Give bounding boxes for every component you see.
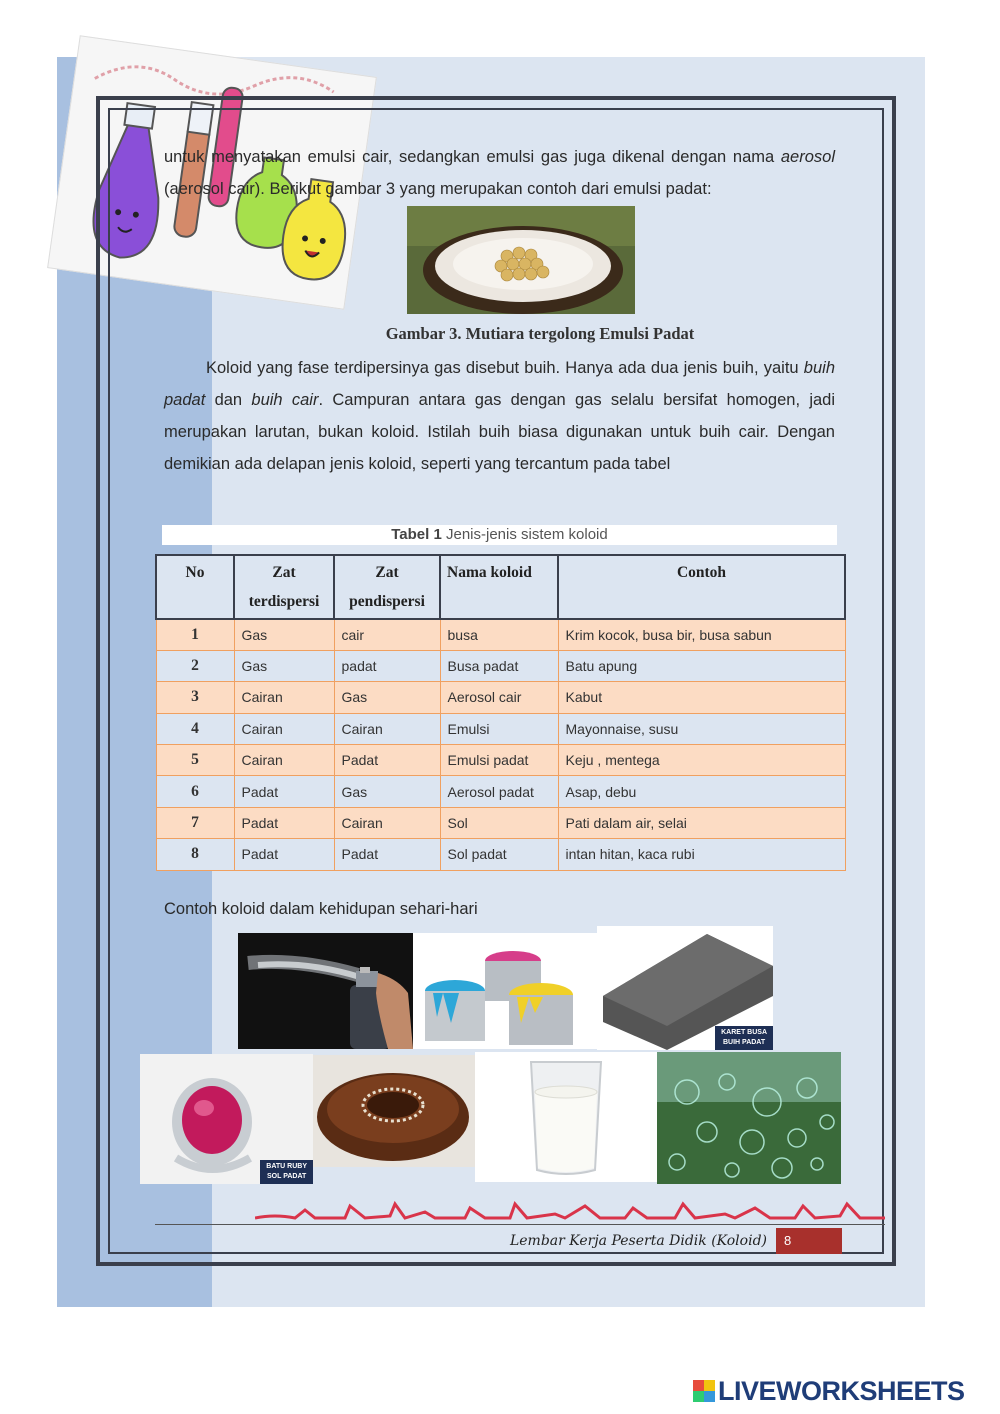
cell-name: Aerosol cair <box>440 682 558 713</box>
cell-dispersed: Padat <box>234 807 334 838</box>
foam-label: KARET BUSA BUIH PADAT <box>715 1026 773 1050</box>
header-colloid-name: Nama koloid <box>440 555 558 619</box>
table-caption: Tabel 1 Jenis-jenis sistem koloid <box>162 525 837 545</box>
liveworksheets-logo <box>693 1376 965 1406</box>
header-dispersed-phase: Zat terdispersi <box>234 555 334 619</box>
colloid-types-table <box>155 554 846 871</box>
liveworksheets-icon <box>693 1380 715 1402</box>
cell-example: Krim kocok, busa bir, busa sabun <box>558 619 845 650</box>
cell-dispersed: Gas <box>234 650 334 681</box>
intro-paragraph: untuk menyatakan emulsi cair, sedangkan emulsi gas juga dikenal dengan nama aerosol (aerosol cair). Berikut gambar 3 yang merupakan contoh dari emulsi padat: <box>164 148 835 198</box>
cell-dispersed: Cairan <box>234 713 334 744</box>
italic-term: aerosol <box>780 148 835 166</box>
cell-dispersed: Cairan <box>234 682 334 713</box>
cell-dispersed: Padat <box>234 776 334 807</box>
header-no: No <box>156 555 234 619</box>
table-row <box>156 713 845 744</box>
footer-decoration <box>255 1196 885 1226</box>
italic-term: buih cair <box>251 391 319 409</box>
cell-dispersed: Gas <box>234 619 334 650</box>
table-header-row <box>156 555 845 619</box>
cell-no: 5 <box>156 745 234 776</box>
cell-name: Aerosol padat <box>440 776 558 807</box>
table-row <box>156 745 845 776</box>
paint-cans-image <box>413 933 597 1049</box>
cell-example: Keju , mentega <box>558 745 845 776</box>
cell-medium: Padat <box>334 745 440 776</box>
cell-no: 6 <box>156 776 234 807</box>
soap-bubbles-image <box>657 1052 841 1184</box>
cell-name: Emulsi padat <box>440 745 558 776</box>
cell-name: Sol padat <box>440 839 558 870</box>
foam-sponge-image <box>597 926 773 1050</box>
header-dispersing-medium: Zat pendispersi <box>334 555 440 619</box>
cell-no: 3 <box>156 682 234 713</box>
table-row <box>156 682 845 713</box>
body-paragraph: Koloid yang fase terdipersinya gas disebut buih. Hanya ada dua jenis buih, yaitu buih padat dan buih cair. Campuran antara gas dengan gas selalu bersifat homogen, jadi merupakan larutan, bukan koloid. Istilah buih biasa digunakan untuk buih cair. Dengan demikian ada delapan jenis koloid, seperti yang tercantum pada tabel <box>164 359 835 473</box>
cell-no: 4 <box>156 713 234 744</box>
cell-medium: Padat <box>334 839 440 870</box>
liveworksheets-wordmark: LIVEWORKSHEETS <box>718 1375 965 1406</box>
figure-3-caption: Gambar 3. Mutiara tergolong Emulsi Padat <box>385 324 695 343</box>
cell-no: 8 <box>156 839 234 870</box>
cell-no: 7 <box>156 807 234 838</box>
ruby-label: BATU RUBY SOL PADAT <box>260 1160 313 1184</box>
cell-example: Kabut <box>558 682 845 713</box>
italic-term: buih padat <box>164 359 835 409</box>
cell-example: Batu apung <box>558 650 845 681</box>
milk-glass-image <box>475 1052 657 1182</box>
cell-name: busa <box>440 619 558 650</box>
footer-title: Lembar Kerja Peserta Didik (Koloid) <box>509 1233 767 1249</box>
cell-dispersed: Padat <box>234 839 334 870</box>
table-row <box>156 776 845 807</box>
cell-example: Mayonnaise, susu <box>558 713 845 744</box>
chocolate-pudding-image <box>313 1055 475 1167</box>
cell-medium: padat <box>334 650 440 681</box>
cell-no: 1 <box>156 619 234 650</box>
cell-no: 2 <box>156 650 234 681</box>
header-example: Contoh <box>558 555 845 619</box>
cell-name: Sol <box>440 807 558 838</box>
ruby-ring-image <box>140 1054 313 1184</box>
cell-example: intan hitan, kaca rubi <box>558 839 845 870</box>
page-number: 8 <box>776 1228 842 1254</box>
spray-can-image <box>238 933 413 1049</box>
cell-medium: cair <box>334 619 440 650</box>
cell-name: Busa padat <box>440 650 558 681</box>
cell-medium: Cairan <box>334 807 440 838</box>
footer-line <box>155 1224 885 1225</box>
table-row <box>156 807 845 838</box>
cell-dispersed: Cairan <box>234 745 334 776</box>
cell-medium: Gas <box>334 776 440 807</box>
pearl-oyster-image <box>407 206 635 314</box>
cell-medium: Cairan <box>334 713 440 744</box>
table-row <box>156 839 845 870</box>
examples-heading: Contoh koloid dalam kehidupan sehari-hari <box>164 900 478 918</box>
cell-example: Asap, debu <box>558 776 845 807</box>
table-row <box>156 650 845 681</box>
cell-medium: Gas <box>334 682 440 713</box>
table-row <box>156 619 845 650</box>
cell-example: Pati dalam air, selai <box>558 807 845 838</box>
cell-name: Emulsi <box>440 713 558 744</box>
